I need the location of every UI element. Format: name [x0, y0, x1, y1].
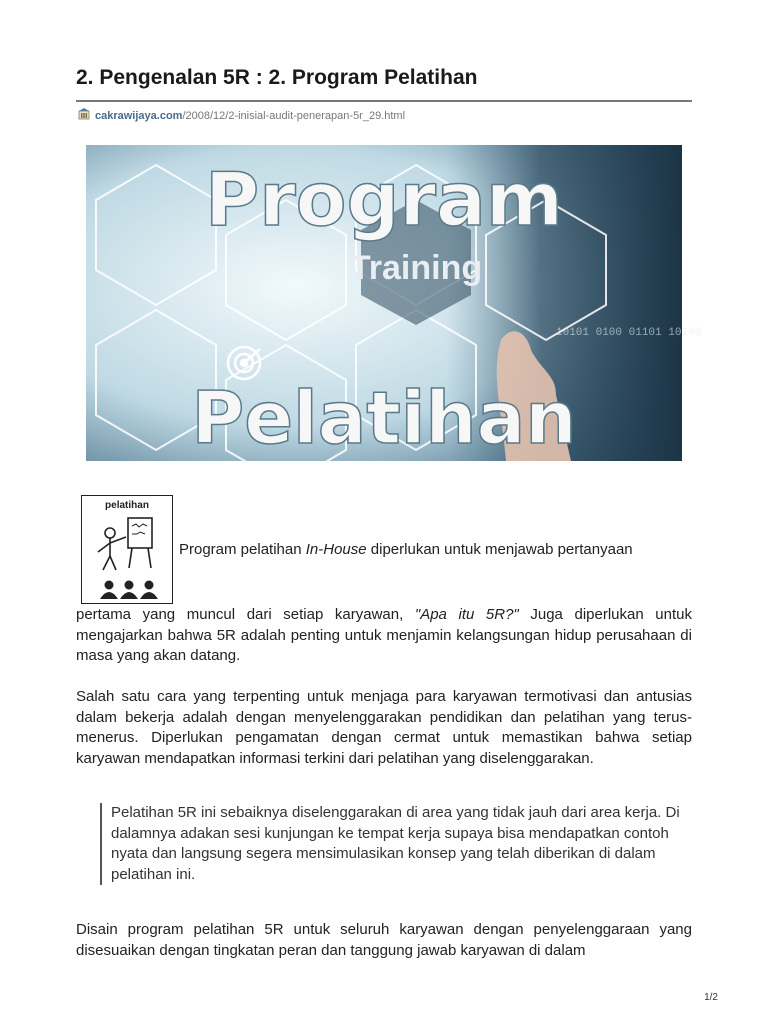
paragraph-1: pertama yang muncul dari setiap karyawan, "Apa itu 5R?" Juga diperlukan untuk mengajarkan bahwa 5R adalah penting untuk menjamin kelangsungan hidup perusahaan di masa yang akan datang. [76, 606, 692, 664]
pelatihan-illustration [81, 495, 173, 604]
source-path: /2008/12/2-inisial-audit-penerapan-5r_29.html [182, 109, 406, 122]
hero-image [86, 145, 702, 461]
site-favicon-icon [78, 108, 90, 123]
hero-word-pelatihan: Pelatihan [191, 376, 577, 460]
illustration-label: pelatihan [105, 500, 149, 511]
page-title: 2. Pengenalan 5R : 2. Program Pelatihan [76, 66, 478, 89]
blockquote-text: Pelatihan 5R ini sebaiknya diselenggarakan di area yang tidak jauh dari area kerja. Di dalamnya adakan sesi kunjungan ke tempat kerja supaya bisa mendapatkan contoh nyata dan langsung segera mensimulasikan konsep yang telah diberikan di dalam pelatihan ini. [111, 804, 680, 883]
binary-overlay-text: 10101 0100 01101 10100 [556, 327, 702, 339]
source-domain-link[interactable]: cakrawijaya.com [95, 109, 183, 122]
paragraph-3: Disain program pelatihan 5R untuk seluruh karyawan dengan penyelenggaraan yang disesuaikan dengan tingkatan peran dan tanggung jawab karyawan di dalam [76, 921, 692, 959]
title-divider [76, 100, 692, 102]
paragraph-1-first-line: Program pelatihan In-House diperlukan untuk menjawab pertanyaan [179, 541, 633, 558]
hero-word-training: Training [349, 249, 483, 287]
hero-word-program: Program [204, 157, 564, 243]
source-line[interactable] [78, 108, 405, 123]
blockquote [100, 803, 692, 885]
paragraph-2: Salah satu cara yang terpenting untuk menjaga para karyawan termotivasi dan antusias dalam bekerja adalah dengan menyelenggarakan pendidikan dan pelatihan yang terus-menerus. Diperlukan pengamatan dengan cermat untuk memastikan bahwa setiap karyawan mendapatkan informasi terkini dari pelatihan yang diselenggarakan. [76, 688, 692, 767]
page-indicator: 1/2 [704, 992, 718, 1003]
